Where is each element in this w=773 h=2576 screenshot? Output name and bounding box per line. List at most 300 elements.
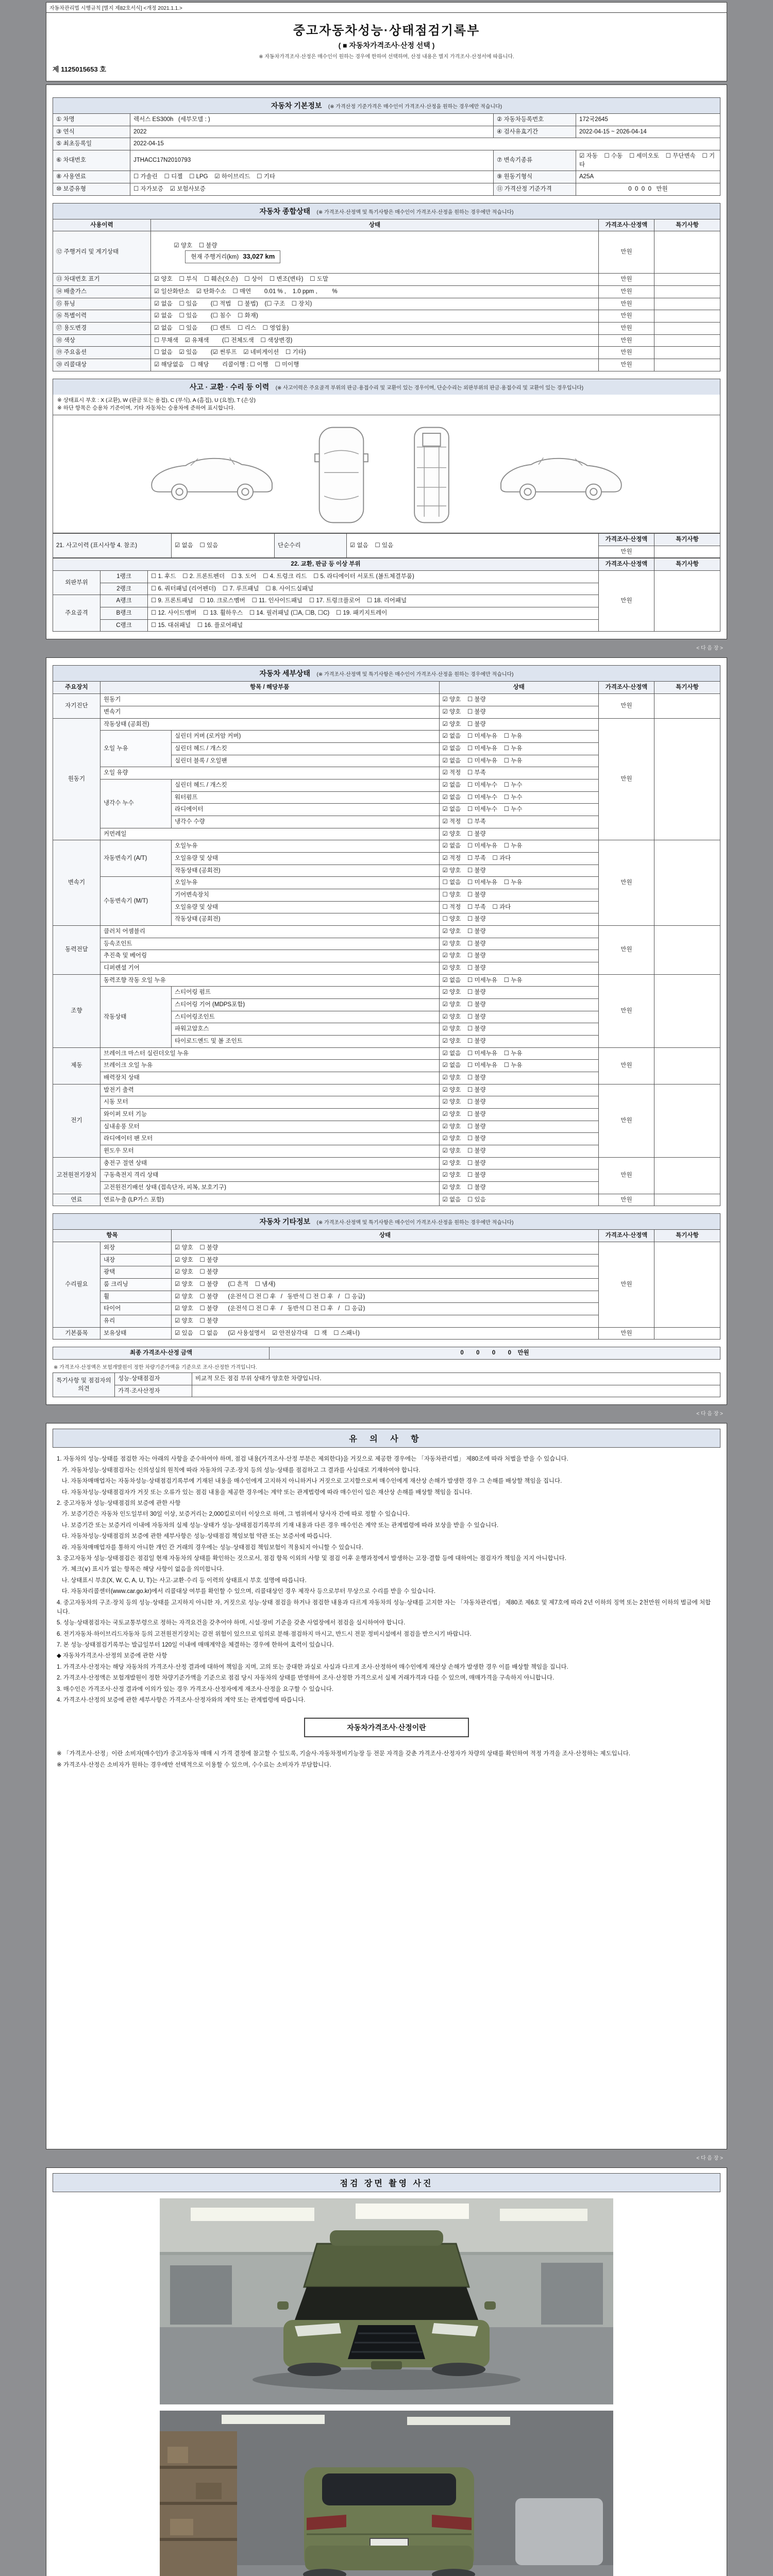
label-cell: ⑥ 차대번호	[53, 150, 130, 171]
notice-paragraph: 5. 성능·상태점검자는 국토교통부령으로 정하는 자격요건을 갖추어야 하며, 시설·장비 기준을 갖춘 사업장에서 점검을 실시하여야 합니다.	[57, 1620, 406, 1626]
table-row	[53, 840, 720, 853]
etc-info-section	[53, 1213, 720, 1340]
final-price-value	[270, 1347, 720, 1360]
header-cell: 가격조사·산정액	[599, 682, 654, 694]
detail-panel	[46, 657, 727, 1405]
item-cell: 실린더 커버 (로커암 커버)	[172, 731, 440, 743]
document-number: 제 1125015653 호	[53, 65, 106, 73]
status-checkboxes: ☑ 양호 ☐ 불량	[439, 865, 598, 877]
header-cell: 항목 / 해당부품	[100, 682, 440, 694]
item-cell: 브레이크 오일 누유	[100, 1060, 440, 1072]
status-checkboxes: ☑ 있음 ☐ 없음 (☑ 사용설명서 ☑ 안전삼각대 ☐ 잭 ☐ 스패너)	[172, 1327, 599, 1340]
final-price-label: 최종 가격조사·산정 금액	[53, 1347, 270, 1360]
item-cell: 오일누유	[172, 877, 440, 889]
status-checkboxes: ☐ 없음 ☑ 있음 (☑ 썬루프 ☑ 네비게이션 ☐ 기타)	[151, 347, 599, 359]
pricing-definition-text	[53, 1742, 720, 1773]
status-checkboxes: ☑ 해당없음 ☐ 해당 리콜이행 : ☐ 이행 ☐ 미이행	[151, 359, 599, 371]
label-cell: ⑨ 원동기형식	[494, 171, 576, 183]
main-form-panel	[46, 84, 727, 639]
section-title: 자동차 기본정보	[271, 101, 322, 110]
header-cell: 사용이력	[53, 219, 151, 231]
item-cell: 윈도우 모터	[100, 1145, 440, 1158]
label-cell: ⑯ 특별이력	[53, 310, 151, 323]
notice-paragraph: 가. 자동차성능·상태점검자는 신의성실의 원칙에 따라 자동차의 구조·장치 등의 성능·상태를 점검하고 그 결과를 사실대로 기재하여야 합니다.	[57, 1467, 421, 1473]
form-reference-note: 자동차관리법 시행규칙 [별지 제82호서식] <개정 2021.1.1.>	[46, 2, 727, 12]
document-page	[46, 0, 727, 2576]
odometer-value: 33,027 km	[243, 252, 275, 260]
note-cell	[654, 1194, 720, 1206]
table-row	[53, 974, 720, 987]
subgroup-cell: 오일 누유	[100, 731, 172, 767]
item-cell: 워터펌프	[172, 791, 440, 804]
table-row	[53, 694, 720, 706]
status-checkboxes: ☑ 양호 ☐ 불량	[172, 1315, 599, 1328]
next-page-marker: < 다 음 장 >	[696, 2156, 723, 2162]
car-top-view-icon	[312, 423, 371, 527]
header-cell: 가격조사·산정액	[599, 558, 654, 571]
device-cell: 원동기	[53, 718, 100, 840]
table-row	[53, 150, 720, 171]
status-checkboxes: ☑ 양호 ☐ 불량 (☐ 흔적 ☐ 냄새)	[172, 1279, 599, 1291]
notice-paragraph: 라. 자동차매매업자를 통하지 아니한 개인 간 거래의 경우에는 성능·상태점검 책임보험이 적용되지 아니할 수 있습니다.	[57, 1544, 363, 1551]
label-cell: ⑧ 사용연료	[53, 171, 130, 183]
item-cell: 추진축 및 베어링	[100, 950, 440, 962]
table-row	[53, 298, 720, 310]
status-checkboxes: ☑ 양호 ☐ 불량	[439, 938, 598, 950]
status-checkboxes: ☑ 없음 ☐ 있음	[439, 1194, 598, 1206]
next-page-marker: < 다 음 장 >	[696, 1411, 723, 1417]
item-cell: 등속조인트	[100, 938, 440, 950]
status-checkboxes: ☑ 양호 ☐ 불량	[439, 706, 598, 718]
odometer-box	[185, 250, 280, 263]
note-cell	[654, 1242, 720, 1328]
pricing-paragraph: ※ 「가격조사·산정」이란 소비자(매수인)가 중고자동차 매매 시 가격 결정에 참고할 수 있도록, 기술사·자동차정비기능장 등 전문 자격을 갖춘 가격조사·산정자가 차량의 상태를 확인하여 적정 가격을 조사·산정하는 제도입니다.	[57, 1751, 631, 1757]
notice-paragraph: 가. 체크(∨) 표시가 없는 항목은 해당 사항이 없음을 의미합니다.	[57, 1566, 224, 1573]
status-checkboxes: ☑ 양호 ☐ 불량	[439, 962, 598, 974]
parts-checkboxes: ☐ 15. 대쉬패널 ☐ 16. 플로어패널	[148, 619, 599, 632]
table-row	[53, 534, 720, 546]
status-checkboxes: ☑ 양호 ☐ 불량	[439, 950, 598, 962]
item-cell: 외장	[100, 1242, 172, 1255]
inspection-photo-rear	[160, 2411, 613, 2576]
checkbox-group-cell: ☐ 가솔린 ☐ 디젤 ☐ LPG ☑ 하이브리드 ☐ 기타	[130, 171, 494, 183]
item-cell: 기어변속장치	[172, 889, 440, 901]
item-cell: 내장	[100, 1254, 172, 1266]
notice-text	[53, 1448, 720, 1708]
status-checkboxes: ☑ 양호 ☐ 불량	[439, 1072, 598, 1084]
item-cell: 타이로드엔드 및 볼 조인트	[172, 1035, 440, 1047]
status-checkboxes: ☑ 없음 ☐ 미세누유 ☐ 누유	[439, 840, 598, 853]
status-checkboxes: ☑ 없음 ☐ 미세누유 ☐ 누유	[439, 1047, 598, 1060]
remark-cell: 비교적 모든 점검 부위 상태가 양호한 차량입니다.	[192, 1373, 720, 1385]
table-header-row	[53, 682, 720, 694]
header-cell: 특기사항	[654, 219, 720, 231]
note-cell	[654, 310, 720, 323]
note-cell	[654, 1084, 720, 1157]
table-header-row	[53, 219, 720, 231]
note-cell	[654, 231, 720, 274]
remark-cell	[192, 1385, 720, 1397]
price-cell: 만원	[599, 1242, 654, 1328]
note-cell	[654, 274, 720, 286]
comprehensive-table	[53, 219, 720, 371]
status-checkboxes: ☑ 양호 ☐ 불량	[439, 987, 598, 999]
section-title: 자동차 세부상태	[259, 669, 311, 678]
section-note: (※ 가격산정 기준가격은 매수인이 가격조사·산정을 원하는 경우에만 적습니다)	[328, 104, 502, 110]
price-cell: 만원	[599, 925, 654, 974]
odometer-label: 현재 주행거리(km)	[191, 253, 239, 260]
item-cell: 시동 모터	[100, 1096, 440, 1109]
item-cell: 라디에이터	[172, 804, 440, 816]
basic-info-section	[53, 97, 720, 196]
status-checkboxes: ☑ 양호 ☐ 불량	[439, 1084, 598, 1096]
section-title: 사고 · 교환 · 수리 등 이력	[189, 382, 270, 391]
label-cell: ⑲ 주요옵션	[53, 347, 151, 359]
note-cell	[654, 285, 720, 298]
price-cell: 만원	[599, 694, 654, 718]
comprehensive-title	[53, 203, 720, 219]
parts-checkboxes: ☐ 12. 사이드멤버 ☐ 13. 휠하우스 ☐ 14. 필러패널 (☐A, ☐B, ☐C) ☐ 19. 패키지트레이	[148, 607, 599, 620]
status-checkboxes: ☑ 양호 ☐ 불량	[439, 718, 598, 731]
table-row	[53, 171, 720, 183]
subgroup-cell: 냉각수 누수	[100, 779, 172, 828]
table-row	[53, 571, 720, 583]
status-checkboxes: ☑ 양호 ☐ 불량	[439, 1011, 598, 1023]
status-checkboxes: ☑ 없음 ☐ 있음 (☐ 침수 ☐ 화재)	[151, 310, 599, 323]
price-cell: 만원	[599, 322, 654, 334]
table-row	[53, 114, 720, 126]
car-rear-photo-image	[160, 2411, 613, 2576]
price-cell: 만원	[599, 1047, 654, 1084]
item-cell: 파워고압호스	[172, 1023, 440, 1036]
notice-paragraph: 2. 중고자동차 성능·상태점검의 보증에 관한 사항	[57, 1500, 181, 1506]
price-cell: 만원	[599, 718, 654, 840]
section-title: 자동차 기타정보	[259, 1217, 311, 1226]
subgroup-cell: 자동변속기 (A/T)	[100, 840, 172, 877]
header-cell: 상태	[151, 219, 599, 231]
item-cell: 커먼레일	[100, 828, 440, 840]
notice-paragraph: 나. 보증기간 또는 보증거리 이내에 자동차의 실제 성능·상태가 성능·상태점검기록부의 기재 내용과 다른 경우 매수인은 계약 또는 관계법령에 따라 보상을 받을 수 있습니다.	[57, 1522, 499, 1529]
group-cell: 특기사항 및 점검자의 의견	[53, 1373, 115, 1397]
label-cell: ⑬ 차대번호 표기	[53, 274, 151, 286]
label-cell: ⑪ 가격산정 기준가격	[494, 183, 576, 196]
item-cell: 스티어링조인트	[172, 1011, 440, 1023]
car-side-view-left-icon	[144, 447, 281, 503]
item-cell: 오일유량 및 상태	[172, 852, 440, 865]
price-cell: 만원	[599, 274, 654, 286]
value-cell: 2022-04-15	[130, 138, 720, 150]
price-option-subtitle: ( ■ 자동차가격조사·산정 선택 )	[338, 41, 435, 49]
item-cell: 배력장치 상태	[100, 1072, 440, 1084]
item-cell: 라디에이터 팬 모터	[100, 1133, 440, 1145]
status-checkboxes: ☑ 없음 ☐ 미세누유 ☐ 누유	[439, 742, 598, 755]
table-row	[53, 183, 720, 196]
label-cell: ⑫ 주행거리 및 계기상태	[53, 231, 151, 274]
group-cell: 기본품목	[53, 1327, 100, 1340]
legend-line: ※ 상태표시 부호 : X (교환), W (판금 또는 용접), C (부식), A (흠집), U (요철), T (손상)	[57, 397, 256, 403]
pricing-definition-box: 자동차가격조사·산정이란	[304, 1718, 469, 1737]
price-cell: 만원	[599, 359, 654, 371]
table-row	[53, 334, 720, 347]
group-cell: 수리필요	[53, 1242, 100, 1328]
item-cell: 룸 크리닝	[100, 1279, 172, 1291]
item-cell: 실린더 헤드 / 개스킷	[172, 779, 440, 791]
note-cell	[654, 1327, 720, 1340]
rank-cell: C랭크	[100, 619, 148, 632]
notice-paragraph: 3. 매수인은 가격조사·산정 결과에 이의가 있는 경우 가격조사·산정자에게 재조사·산정을 요구할 수 있습니다.	[57, 1686, 334, 1692]
price-cell: 만원	[599, 310, 654, 323]
status-checkboxes: ☑ 양호 ☐ 불량	[439, 998, 598, 1011]
item-cell: 고전원전기배선 상태 (접속단자, 피복, 보호기구)	[100, 1182, 440, 1194]
item-cell: 오일유량 및 상태	[172, 901, 440, 913]
value-cell: 렉서스 ES300h (세부모델 : )	[130, 114, 494, 126]
device-cell: 동력전달	[53, 925, 100, 974]
device-cell: 자기진단	[53, 694, 100, 718]
status-cell	[151, 231, 599, 274]
status-checkboxes: ☑ 양호 ☐ 불량	[439, 1121, 598, 1133]
value-cell: A25A	[576, 171, 720, 183]
status-checkboxes: ☐ 양호 ☐ 불량	[439, 913, 598, 926]
label-cell: ⑤ 최초등록일	[53, 138, 130, 150]
status-checkboxes: ☑ 없음 ☐ 미세누수 ☐ 누수	[439, 779, 598, 791]
header-cell: 주요장치	[53, 682, 100, 694]
notice-title: 유 의 사 항	[53, 1429, 720, 1448]
detail-title	[53, 665, 720, 681]
checkbox-group-cell: ☑ 자동 ☐ 수동 ☐ 세미오토 ☐ 무단변속 ☐ 기타	[576, 150, 720, 171]
status-checkboxes: ☐ 무채색 ☑ 유채색 (☐ 전체도색 ☐ 색상변경)	[151, 334, 599, 347]
price-cell: 만원	[599, 334, 654, 347]
price-cell: 만원	[599, 840, 654, 926]
parts-checkboxes: ☐ 1. 후드 ☐ 2. 프론트펜더 ☐ 3. 도어 ☐ 4. 트렁크 리드 ☐ 5. 라디에이터 서포트 (볼트체결부품)	[148, 571, 599, 583]
note-cell	[654, 347, 720, 359]
label-cell: ① 차명	[53, 114, 130, 126]
rank-cell: 1랭크	[100, 571, 148, 583]
section-note: (※ 가격조사·산정액 및 특기사항은 매수인이 가격조사·산정을 원하는 경우에만 적습니다)	[316, 672, 514, 678]
item-cell: 보유상태	[100, 1327, 172, 1340]
table-header-row	[53, 558, 720, 571]
status-checkboxes: ☑ 양호 ☐ 불량	[172, 1266, 599, 1279]
table-row	[53, 231, 720, 274]
label-cell: ② 자동차등록번호	[494, 114, 576, 126]
table-row	[53, 1157, 720, 1170]
status-checkboxes: ☑ 적정 ☐ 부족 ☐ 과다	[439, 852, 598, 865]
table-row	[53, 1327, 720, 1340]
status-checkboxes: ☑ 양호 ☐ 불량	[439, 1182, 598, 1194]
note-cell	[654, 974, 720, 1047]
notice-paragraph: 1. 가격조사·산정자는 해당 자동차의 가격조사·산정 결과에 대하여 책임을 지며, 고의 또는 중대한 과실로 사실과 다르게 조사·산정하여 매수인에게 재산상 손해가 발생한 경우 이를 배상할 책임을 집니다.	[57, 1664, 568, 1670]
notice-paragraph: 다. 자동차성능·상태점검의 보증에 관한 세부사항은 성능·상태점검 책임보험 약관 또는 보증서에 따릅니다.	[57, 1533, 332, 1540]
item-cell: 연료누출 (LP가스 포함)	[100, 1194, 440, 1206]
notice-paragraph: 2. 가격조사·산정액은 보험개발원이 정한 차량기준가액을 기준으로 점검 당시 자동차의 상태를 반영하여 조사·산정한 가격으로서 실제 거래가격과 다를 수 있으며, 매매가격을 구속하지 아니합니다.	[57, 1675, 554, 1682]
price-cell: 만원	[599, 1327, 654, 1340]
status-checkboxes: ☑ 양호 ☐ 불량	[439, 1133, 598, 1145]
note-cell	[654, 298, 720, 310]
label-cell: ⑳ 리콜대상	[53, 359, 151, 371]
price-cell: 만원	[599, 347, 654, 359]
status-checkboxes: ☑ 없음 ☐ 미세누수 ☐ 누수	[439, 791, 598, 804]
detail-section	[53, 665, 720, 1206]
notice-paragraph: 다. 자동차리콜센터(www.car.go.kr)에서 리콜대상 여부를 확인할 수 있으며, 리콜대상인 경우 제작사 등으로부터 무상으로 수리를 받을 수 있습니다.	[57, 1588, 436, 1595]
car-front-photo-image	[160, 2198, 613, 2404]
value-cell: 172국2645	[576, 114, 720, 126]
status-checkboxes: ☑ 없음 ☐ 미세누유 ☐ 누유	[439, 974, 598, 987]
subgroup-cell: 수동변속기 (M/T)	[100, 877, 172, 926]
item-cell: 광택	[100, 1266, 172, 1279]
final-price-table	[53, 1347, 720, 1360]
legend-line: ※ 하단 항목은 승용차 기준이며, 기타 자동차는 승용차에 준하여 표시합니다.	[57, 405, 236, 412]
status-checkboxes: ☑ 없음 ☐ 있음 (☐ 적법 ☐ 불법) (☐ 구조 ☐ 장치)	[151, 298, 599, 310]
final-price-section	[53, 1347, 720, 1397]
table-row	[53, 347, 720, 359]
status-checkboxes: ☑ 양호 ☐ 불량	[439, 1023, 598, 1036]
group-cell: 외판부위	[53, 571, 100, 595]
label-cell: ③ 연식	[53, 126, 130, 138]
price-cell: 만원	[599, 1084, 654, 1157]
item-cell: 작동상태 (공회전)	[100, 718, 440, 731]
notice-panel	[46, 1423, 727, 2149]
device-cell: 조향	[53, 974, 100, 1047]
status-checkboxes: ☑ 양호 ☐ 불량	[174, 243, 217, 249]
header-cell: 가격조사·산정액	[599, 534, 654, 546]
note-cell	[654, 925, 720, 974]
table-row	[53, 925, 720, 938]
section-note: (※ 사고이력은 주요골격 부위의 판금·용접수리 및 교환이 있는 경우이며, 단순수리는 외판부위의 판금·용접수리 및 교환이 있는 경우입니다)	[275, 385, 584, 391]
status-checkboxes: ☑ 양호 ☐ 불량 (운전석 ☐ 전 ☐ 후 / 동반석 ☐ 전 ☐ 후 / ☐ 응급)	[172, 1291, 599, 1303]
notice-paragraph: 6. 전기자동차·하이브리드자동차 등의 고전원전기장치는 감전 위험이 있으므로 임의로 분해·점검하지 마시고, 반드시 전문 정비시설에서 점검을 받으시기 바랍니다.	[57, 1631, 472, 1637]
car-damage-diagram	[53, 415, 720, 533]
value-cell: 2022-04-15 ~ 2026-04-14	[576, 126, 720, 138]
notice-paragraph: 1. 자동차의 성능·상태를 점검한 자는 아래의 사항을 준수하여야 하며, 점검 내용(가격조사·산정 부분은 제외한다)을 거짓으로 제공한 경우에는 「자동차관리법」 제80조에 따라 처벌을 받을 수 있습니다.	[57, 1456, 568, 1463]
etc-info-table	[53, 1229, 720, 1340]
note-cell	[654, 1157, 720, 1194]
table-row	[53, 274, 720, 286]
table-row	[53, 285, 720, 298]
price-cell: 만원	[599, 571, 654, 632]
next-page-marker: < 다 음 장 >	[696, 646, 723, 652]
table-row	[53, 310, 720, 323]
table-row	[53, 1385, 720, 1397]
item-cell: 휠	[100, 1291, 172, 1303]
item-cell: 실린더 헤드 / 개스킷	[172, 742, 440, 755]
table-row	[53, 1373, 720, 1385]
value-cell: 2022	[130, 126, 494, 138]
car-side-view-right-icon	[492, 447, 629, 503]
label-cell: ⑮ 튜닝	[53, 298, 151, 310]
basic-info-title	[53, 97, 720, 113]
status-checkboxes: ☑ 적정 ☐ 부족	[439, 767, 598, 779]
base-price-cell: 0 0 0 0 만원	[576, 183, 720, 196]
photos-panel	[46, 2167, 727, 2576]
document-title: 중고자동차성능·상태점검기록부	[293, 24, 480, 38]
price-cell: 만원	[599, 298, 654, 310]
header-cell: 22. 교환, 판금 등 이상 부위	[53, 558, 599, 571]
item-cell: 작동상태 (공회전)	[172, 913, 440, 926]
label-cell: 21. 사고이력 (표시사항 4. 참조)	[53, 534, 172, 558]
basic-info-table	[53, 113, 720, 196]
device-cell: 연료	[53, 1194, 100, 1206]
device-cell: 변속기	[53, 840, 100, 926]
item-cell: 충전구 절연 상태	[100, 1157, 440, 1170]
item-cell: 스티어링 펌프	[172, 987, 440, 999]
item-cell: 브레이크 마스터 실린더오일 누유	[100, 1047, 440, 1060]
note-cell	[654, 840, 720, 926]
status-code-legend	[53, 395, 720, 416]
price-option-note: ※ 자동차가격조사·산정은 매수인이 원하는 경우에 한하여 선택하며, 산정 내용은 별지 가격조사·산정서에 따릅니다.	[259, 54, 514, 60]
status-checkboxes: ☐ 적정 ☐ 부족 ☐ 과다	[439, 901, 598, 913]
status-checkboxes: ☑ 양호 ☐ 불량	[439, 925, 598, 938]
label-cell: ⑩ 보증유형	[53, 183, 130, 196]
item-cell: 동력조향 작동 오일 누유	[100, 974, 440, 987]
note-cell	[654, 571, 720, 632]
note-cell	[654, 718, 720, 840]
price-cell: 만원	[599, 546, 654, 558]
table-row	[53, 1194, 720, 1206]
rank-cell: A랭크	[100, 595, 148, 607]
notice-paragraph: 나. 상태표시 부호(X, W, C, A, U, T)는 사고·교환·수리 등 이력의 상태표시 부호 설명에 따릅니다.	[57, 1577, 307, 1584]
label-cell: 단순수리	[275, 534, 347, 558]
device-cell: 제동	[53, 1047, 100, 1084]
item-cell: 오일누유	[172, 840, 440, 853]
status-checkboxes: ☑ 적정 ☐ 부족	[439, 816, 598, 828]
status-checkboxes: ☑ 양호 ☐ 불량	[439, 1145, 598, 1158]
label-cell: 성능·상태점검자	[115, 1373, 192, 1385]
note-cell	[654, 1047, 720, 1084]
table-row	[53, 718, 720, 731]
notice-paragraph: 4. 가격조사·산정의 보증에 관한 세부사항은 가격조사·산정자와의 계약 또는 관계법령에 따릅니다.	[57, 1697, 306, 1704]
header-cell: 특기사항	[654, 1230, 720, 1242]
status-checkboxes: ☑ 없음 ☐ 미세누수 ☐ 누수	[439, 804, 598, 816]
parts-checkboxes: ☐ 9. 프론트패널 ☐ 10. 크로스멤버 ☐ 11. 인사이드패널 ☐ 17. 트렁크플로어 ☐ 18. 리어패널	[148, 595, 599, 607]
table-row	[53, 1084, 720, 1096]
status-checkboxes: ☑ 양호 ☐ 불량	[439, 1096, 598, 1109]
value-cell: JTHACC17N2010793	[130, 150, 494, 171]
label-cell: ⑰ 용도변경	[53, 322, 151, 334]
price-cell: 만원	[599, 974, 654, 1047]
parts-checkboxes: ☐ 6. 쿼터패널 (리어펜더) ☐ 7. 루프패널 ☐ 8. 사이드실패널	[148, 583, 599, 595]
header-cell: 특기사항	[654, 534, 720, 546]
item-cell: 구동축전지 격리 상태	[100, 1170, 440, 1182]
inspection-photo-front	[160, 2198, 613, 2404]
item-cell: 클러치 어셈블리	[100, 925, 440, 938]
item-cell: 유리	[100, 1315, 172, 1328]
label-cell: ⑦ 변속기종류	[494, 150, 576, 171]
detail-table	[53, 681, 720, 1206]
item-cell: 변속기	[100, 706, 440, 718]
status-checkboxes: ☑ 없음 ☐ 미세누유 ☐ 누유	[439, 755, 598, 767]
photos-title: 점검 장면 촬영 사진	[53, 2173, 720, 2192]
status-checkboxes: ☑ 양호 ☐ 불량	[439, 1035, 598, 1047]
notice-paragraph: 3. 중고자동차 성능·상태점검은 점검일 현재 자동차의 상태를 확인하는 것으로서, 점검 항목 이외의 사항 및 점검 이후 운행과정에서 발생하는 고장·결함 등에 대하여는 점검자가 책임을 지지 아니합니다.	[57, 1555, 567, 1562]
notice-paragraph: 4. 중고자동차의 구조·장치 등의 성능·상태를 고지하지 아니한 자, 거짓으로 성능·상태 점검을 하거나 점검한 내용과 다르게 자동차의 성능·상태를 고지한 자는 「자동차관리법」 제80조 제6호 및 제7호에 따라 2년 이하의 징역 또는 2천만원 이하의 벌금에 처합니다.	[57, 1599, 711, 1615]
status-checkboxes: ☑ 일산화탄소 ☑ 탄화수소 ☐ 매연 0.01 % , 1.0 ppm , %	[151, 285, 599, 298]
item-cell: 디퍼렌셜 기어	[100, 962, 440, 974]
final-price-unit: 만원	[517, 1350, 529, 1357]
comprehensive-section	[53, 203, 720, 371]
item-cell: 타이어	[100, 1303, 172, 1315]
status-checkboxes: ☑ 없음 ☐ 있음	[347, 534, 599, 558]
notice-paragraph: ◆ 자동차가격조사·산정의 보증에 관한 사항	[57, 1653, 167, 1659]
status-checkboxes: ☑ 양호 ☐ 불량	[439, 694, 598, 706]
header-cell: 특기사항	[654, 682, 720, 694]
note-cell	[654, 546, 720, 558]
item-cell: 실내송풍 모터	[100, 1121, 440, 1133]
accident-history-title	[53, 379, 720, 395]
price-cell: 만원	[599, 1157, 654, 1194]
accident-history-section	[53, 379, 720, 632]
price-cell: 만원	[599, 285, 654, 298]
device-cell: 고전원전기장치	[53, 1157, 100, 1194]
table-row	[53, 359, 720, 371]
